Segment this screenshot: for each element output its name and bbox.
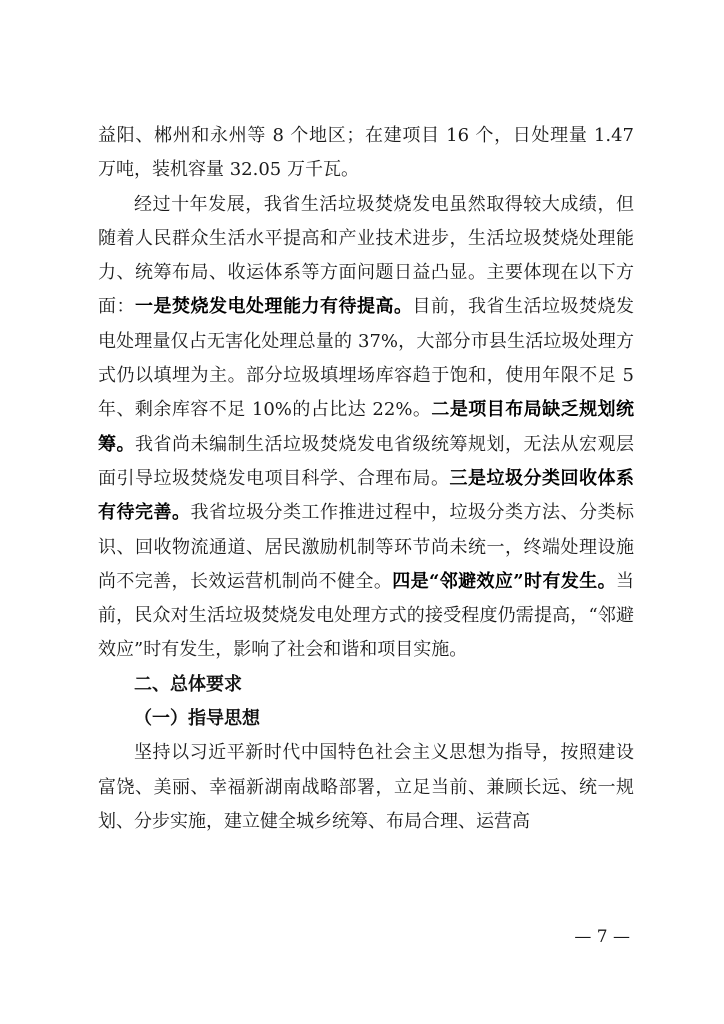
point-4-title: 四是“邻避效应”时有发生。 <box>392 570 616 592</box>
section-heading: 二、总体要求 <box>134 673 242 695</box>
paragraph-facility-stats: 益阳、郴州和永州等 8 个地区；在建项目 16 个，日处理量 1.47 万吨，装机容量 32.05 万千瓦。 <box>98 125 634 181</box>
point-3-text: 我省垃圾分类工作推进过程中，垃圾分类方法、分类标识、回收物流通道、居民激励机制等环节尚未统一，终端处理设施尚不完善，长效运营机制尚不健全。 <box>98 502 634 592</box>
subsection-heading: （一）指导思想 <box>134 708 260 730</box>
point-2-text: 我省尚未编制生活垃圾焚烧发电省级统筹规划，无法从宏观层面引导垃圾焚烧发电项目科学、合理布局。 <box>98 433 634 489</box>
point-4-text: 当前，民众对生活垃圾焚烧发电处理方式的接受程度仍需提高，“邻避效应”时有发生，影响了社会和谐和项目实施。 <box>98 570 634 661</box>
point-2-title: 二是项目布局缺乏规划统筹。 <box>98 399 634 455</box>
point-1-text: 目前，我省生活垃圾焚烧发电处理量仅占无害化处理总量的 37%，大部分市县生活垃圾处理方式仍以填埋为主。部分垃圾填埋场库容趋于饱和，使用年限不足 5 年、剩余库容不足 10%的占比达 22%。 <box>98 296 634 421</box>
point-3-title: 三是垃圾分类回收体系有待完善。 <box>98 467 634 524</box>
point-1-title: 一是焚烧发电处理能力有待提高。 <box>135 296 413 318</box>
paragraph-problems <box>98 188 634 668</box>
document-body <box>98 119 634 839</box>
problems-intro: 经过十年发展，我省生活垃圾焚烧发电虽然取得较大成绩，但随着人民群众生活水平提高和产业技术进步，生活垃圾焚烧处理能力、统筹布局、收运体系等方面问题日益凸显。主要体现在以下方面： <box>98 193 634 318</box>
paragraph-guiding-ideology: 坚持以习近平新时代中国特色社会主义思想为指导，按照建设富饶、美丽、幸福新湖南战略部署，立足当前、兼顾长远、统一规划、分步实施，建立健全城乡统筹、布局合理、运营高 <box>98 742 634 832</box>
page-number: — 7 — <box>574 927 630 947</box>
